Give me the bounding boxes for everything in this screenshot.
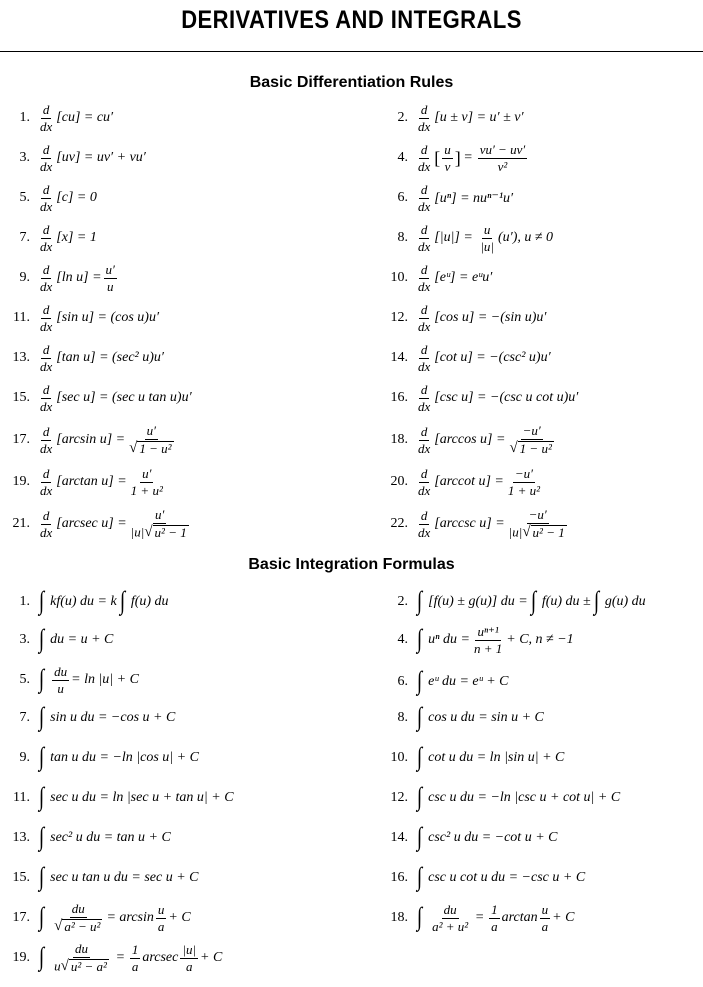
diff-formula-22: [380, 504, 571, 544]
derivative-operator: $\frac{d}{dx}$: [418, 101, 431, 134]
formula-text: [arctan u] =: [56, 474, 127, 489]
formula-number: 17.: [12, 910, 30, 925]
integrand-fraction: $\frac{du}{u}$: [54, 663, 68, 696]
formula-text: arctan: [501, 910, 538, 925]
int-formula-15: [0, 858, 199, 898]
formula-text: cos u du = sin u + C: [428, 710, 544, 725]
integrand-fraction: du √ a² − u²: [54, 901, 101, 934]
formula-text: csc u du = −ln |csc u + cot u| + C: [428, 790, 621, 805]
formula-text: [sec u] = (sec u tan u)u′: [56, 390, 192, 405]
int-formula-3: [0, 620, 113, 660]
formula-text: kf(u) du = k: [50, 594, 117, 609]
formula-text: [tan u] = (sec² u)u′: [56, 350, 164, 365]
formula-text: sin u du = −cos u + C: [50, 710, 176, 725]
formula-text: csc² u du = −cot u + C: [428, 830, 558, 845]
formula-text: + C, n ≠ −1: [506, 632, 574, 647]
int-formula-16: [380, 858, 585, 898]
integral-sign: ∫: [416, 624, 423, 653]
formula-text: [csc u] = −(csc u cot u)u′: [434, 390, 579, 405]
result-fraction: u′ √ 1 − u²: [129, 423, 172, 456]
int-formula-11: [0, 778, 234, 818]
formula-number: 4.: [397, 632, 408, 647]
formula-text: = ln |u| + C: [71, 672, 139, 687]
int-formula-4: [380, 620, 574, 660]
integral-sign: ∫: [416, 586, 423, 615]
derivative-operator: $\frac{d}{dx}$: [418, 141, 431, 174]
formula-text: (u′), u ≠ 0: [497, 230, 554, 245]
quotient-fraction: $\frac{u}{v}$: [444, 141, 451, 174]
formula-number: 7.: [19, 230, 30, 245]
formula-number: 5.: [19, 672, 30, 687]
int-formula-12: [380, 778, 620, 818]
formula-number: 20.: [390, 474, 408, 489]
integrand-fraction: $\frac{du}{\text{a² + u²}}$: [432, 901, 469, 934]
int-formula-2: [380, 582, 646, 622]
result-fraction: −u′ |u| √ u² − 1: [508, 507, 565, 540]
formula-number: 11.: [13, 790, 30, 805]
formula-number: 8.: [397, 710, 408, 725]
result-fraction: −u′ √ 1 − u²: [509, 423, 552, 456]
formula-number: 7.: [19, 710, 30, 725]
diff-formula-16: [380, 378, 578, 418]
int-formula-10: [380, 738, 564, 778]
formula-text: [arccot u] =: [434, 474, 504, 489]
integral-sign: ∫: [119, 586, 125, 615]
derivative-operator: $\frac{d}{dx}$: [40, 423, 53, 456]
integral-sign: ∫: [416, 902, 423, 931]
formula-text: [cos u] = −(sin u)u′: [434, 310, 547, 325]
formula-text: eᵘ du = eᵘ + C: [428, 674, 509, 689]
int-formula-5: [0, 660, 139, 700]
formula-text: = arcsin: [106, 910, 154, 925]
derivative-operator: $\frac{d}{dx}$: [40, 507, 53, 540]
derivative-operator: $\frac{d}{dx}$: [418, 221, 431, 254]
integral-sign: ∫: [38, 782, 45, 811]
argument-fraction: $\frac{u}{a}$: [541, 901, 549, 934]
formula-text: [x] = 1: [56, 230, 97, 245]
formula-text: [cot u] = −(csc² u)u′: [434, 350, 551, 365]
integrand-fraction: du u √ u² − a²: [54, 941, 107, 974]
formula-number: 12.: [390, 790, 408, 805]
integral-sign: ∫: [38, 862, 45, 891]
derivative-operator: $\frac{d}{dx}$: [418, 261, 431, 294]
integral-sign: ∫: [416, 742, 423, 771]
formula-number: 12.: [390, 310, 408, 325]
formula-number: 2.: [397, 110, 408, 125]
integral-sign: ∫: [416, 666, 423, 695]
derivative-operator: $\frac{d}{dx}$: [40, 381, 53, 414]
integral-sign: ∫: [38, 624, 45, 653]
bracket: [: [434, 148, 441, 168]
formula-text: sec² u du = tan u + C: [50, 830, 171, 845]
diff-formula-5: [0, 178, 97, 218]
formula-number: 14.: [390, 350, 408, 365]
result-fraction: u′ |u| √ u² − 1: [130, 507, 187, 540]
formula-text: + C: [168, 910, 191, 925]
formula-text: g(u) du: [604, 594, 646, 609]
diff-formula-10: [380, 258, 492, 298]
title-divider: [0, 51, 703, 52]
diff-formula-12: [380, 298, 546, 338]
int-formula-9: [0, 738, 199, 778]
derivative-operator: $\frac{d}{dx}$: [418, 507, 431, 540]
diff-formula-7: [0, 218, 97, 258]
derivative-operator: $\frac{d}{dx}$: [40, 465, 53, 498]
integral-sign: ∫: [38, 942, 45, 971]
formula-text: du = u + C: [50, 632, 114, 647]
formula-text: [eᵘ] = eᵘu′: [434, 270, 493, 285]
diff-formula-11: [0, 298, 159, 338]
formula-number: 6.: [397, 674, 408, 689]
diff-formula-21: [0, 504, 193, 544]
formula-number: 17.: [12, 432, 30, 447]
formula-number: 19.: [12, 950, 30, 965]
formula-text: [cu] = cu′: [56, 110, 114, 125]
derivative-operator: $\frac{d}{dx}$: [418, 181, 431, 214]
int-formula-19: 19. ∫ du u √ u² − a² = $\frac{1}{a}$ arcsec $\frac{|u|}{a}$ + C: [0, 938, 222, 978]
integral-sign: ∫: [530, 586, 536, 615]
diff-formula-20: [380, 462, 544, 502]
derivative-operator: $\frac{d}{dx}$: [418, 381, 431, 414]
formula-number: 18.: [390, 910, 408, 925]
formula-text: + C: [200, 950, 223, 965]
int-formula-1: [0, 582, 169, 622]
diff-formula-17: [0, 420, 178, 460]
result-fraction: $\frac{u'}{\text{1 + u²}}$: [130, 465, 163, 498]
formula-number: 13.: [12, 350, 30, 365]
diff-formula-4: 4. $\frac{d}{dx}$ [ $\frac{u}{v}$ ] = $\frac{vu' - uv'}{\text{v²}}$: [380, 138, 529, 178]
integral-sign: ∫: [38, 902, 45, 931]
derivative-operator: $\frac{d}{dx}$: [40, 261, 53, 294]
integral-sign: ∫: [38, 586, 45, 615]
diff-formula-14: [380, 338, 551, 378]
formula-text: [ln u] =: [56, 270, 102, 285]
diff-formula-3: [0, 138, 146, 178]
formula-text: [uⁿ] = nuⁿ⁻¹u′: [434, 190, 514, 206]
integral-sign: ∫: [593, 586, 599, 615]
formula-number: 3.: [19, 150, 30, 165]
formula-number: 11.: [13, 310, 30, 325]
coefficient-fraction: $\frac{1}{a}$: [131, 941, 139, 974]
derivative-operator: $\frac{d}{dx}$: [418, 423, 431, 456]
diff-formula-2: [380, 98, 524, 138]
derivative-operator: $\frac{d}{dx}$: [40, 341, 53, 374]
result-fraction: $\frac{-u'}{\text{1 + u²}}$: [507, 465, 541, 498]
formula-number: 5.: [19, 190, 30, 205]
derivative-operator: $\frac{d}{dx}$: [40, 101, 53, 134]
formula-number: 6.: [397, 190, 408, 205]
formula-number: 4.: [397, 150, 408, 165]
integral-sign: ∫: [38, 742, 45, 771]
integral-sign: ∫: [38, 822, 45, 851]
formula-text: [u ± v] = u′ ± v′: [434, 110, 524, 125]
formula-text: [f(u) ± g(u)] du =: [428, 594, 528, 609]
formula-number: 21.: [12, 516, 30, 531]
diff-formula-15: [0, 378, 192, 418]
int-formula-6: [380, 662, 509, 702]
int-formula-7: [0, 698, 175, 738]
formula-text: [arcsin u] =: [56, 432, 126, 447]
integral-sign: ∫: [38, 664, 45, 693]
section-integration-heading: Basic Integration Formulas: [248, 556, 455, 573]
diff-formula-9: [0, 258, 119, 298]
formula-text: tan u du = −ln |cos u| + C: [50, 750, 199, 765]
formula-text: [arccsc u] =: [434, 516, 505, 531]
formula-text: csc u cot u du = −csc u + C: [428, 870, 586, 885]
formula-text: [c] = 0: [56, 190, 97, 205]
derivative-operator: $\frac{d}{dx}$: [418, 465, 431, 498]
formula-text: cot u du = ln |sin u| + C: [428, 750, 565, 765]
bracket: ]: [454, 148, 461, 168]
coefficient-fraction: $\frac{1}{a}$: [491, 901, 498, 934]
formula-number: 1.: [19, 110, 30, 125]
formula-number: 15.: [12, 870, 30, 885]
diff-formula-19: [0, 462, 167, 502]
formula-text: uⁿ du =: [428, 632, 470, 647]
section-differentiation-heading: Basic Differentiation Rules: [249, 74, 454, 91]
formula-number: 16.: [390, 870, 408, 885]
formula-text: sec u tan u du = sec u + C: [50, 870, 199, 885]
diff-formula-6: [380, 178, 513, 218]
derivative-operator: $\frac{d}{dx}$: [418, 341, 431, 374]
formula-number: 1.: [19, 594, 30, 609]
formula-number: 9.: [19, 270, 30, 285]
diff-formula-1: [0, 98, 113, 138]
int-formula-18: 18. ∫ $\frac{du}{\text{a² + u²}}$ = $\frac{1}{a}$ arctan $\frac{u}{a}$ + C: [380, 898, 574, 938]
integral-sign: ∫: [38, 702, 45, 731]
int-formula-13: [0, 818, 171, 858]
integral-sign: ∫: [416, 862, 423, 891]
formula-number: 16.: [390, 390, 408, 405]
derivative-operator: $\frac{d}{dx}$: [40, 221, 53, 254]
formula-text: arcsec: [142, 950, 179, 965]
derivative-operator: $\frac{d}{dx}$: [40, 181, 53, 214]
integral-sign: ∫: [416, 782, 423, 811]
derivative-operator: $\frac{d}{dx}$: [40, 301, 53, 334]
formula-text: f(u) du: [130, 594, 169, 609]
formula-text: [sin u] = (cos u)u′: [56, 310, 160, 325]
formula-number: 18.: [390, 432, 408, 447]
derivative-operator: $\frac{d}{dx}$: [40, 141, 53, 174]
int-formula-8: [380, 698, 544, 738]
formula-text: f(u) du ±: [541, 594, 591, 609]
formula-number: 3.: [19, 632, 30, 647]
page-title: DERIVATIVES AND INTEGRALS: [181, 6, 522, 34]
result-fraction: $\frac{u'}{u}$: [105, 261, 115, 294]
diff-formula-8: 8. $\frac{d}{dx}$ [|u|] = $\frac{u}{|u|}$ (u′), u ≠ 0: [380, 218, 553, 258]
argument-fraction: $\frac{|u|}{a}$: [182, 941, 197, 974]
formula-text: + C: [552, 910, 575, 925]
formula-number: 10.: [390, 270, 408, 285]
formula-number: 9.: [19, 750, 30, 765]
formula-text: [uv] = uv′ + vu′: [56, 150, 146, 165]
diff-formula-13: [0, 338, 164, 378]
formula-number: 14.: [390, 830, 408, 845]
formula-number: 10.: [390, 750, 408, 765]
diff-formula-18: [380, 420, 558, 460]
power-fraction: $\frac{\text{uⁿ⁺¹}}{n + 1}$: [473, 623, 503, 656]
int-formula-17: [0, 898, 191, 938]
formula-text: [arcsec u] =: [56, 516, 127, 531]
argument-fraction: $\frac{u}{a}$: [157, 901, 165, 934]
formula-text: sec u du = ln |sec u + tan u| + C: [50, 790, 234, 805]
integral-sign: ∫: [416, 822, 423, 851]
integral-sign: ∫: [416, 702, 423, 731]
formula-number: 15.: [12, 390, 30, 405]
int-formula-14: [380, 818, 557, 858]
formula-number: 8.: [397, 230, 408, 245]
formula-number: 22.: [390, 516, 408, 531]
formula-text: [arccos u] =: [434, 432, 506, 447]
formula-number: 13.: [12, 830, 30, 845]
formula-number: 2.: [397, 594, 408, 609]
quotient-result: $\frac{vu' - uv'}{\text{v²}}$: [479, 141, 526, 174]
formula-number: 19.: [12, 474, 30, 489]
derivative-operator: $\frac{d}{dx}$: [418, 301, 431, 334]
abs-fraction: $\frac{u}{|u|}$: [480, 221, 494, 254]
